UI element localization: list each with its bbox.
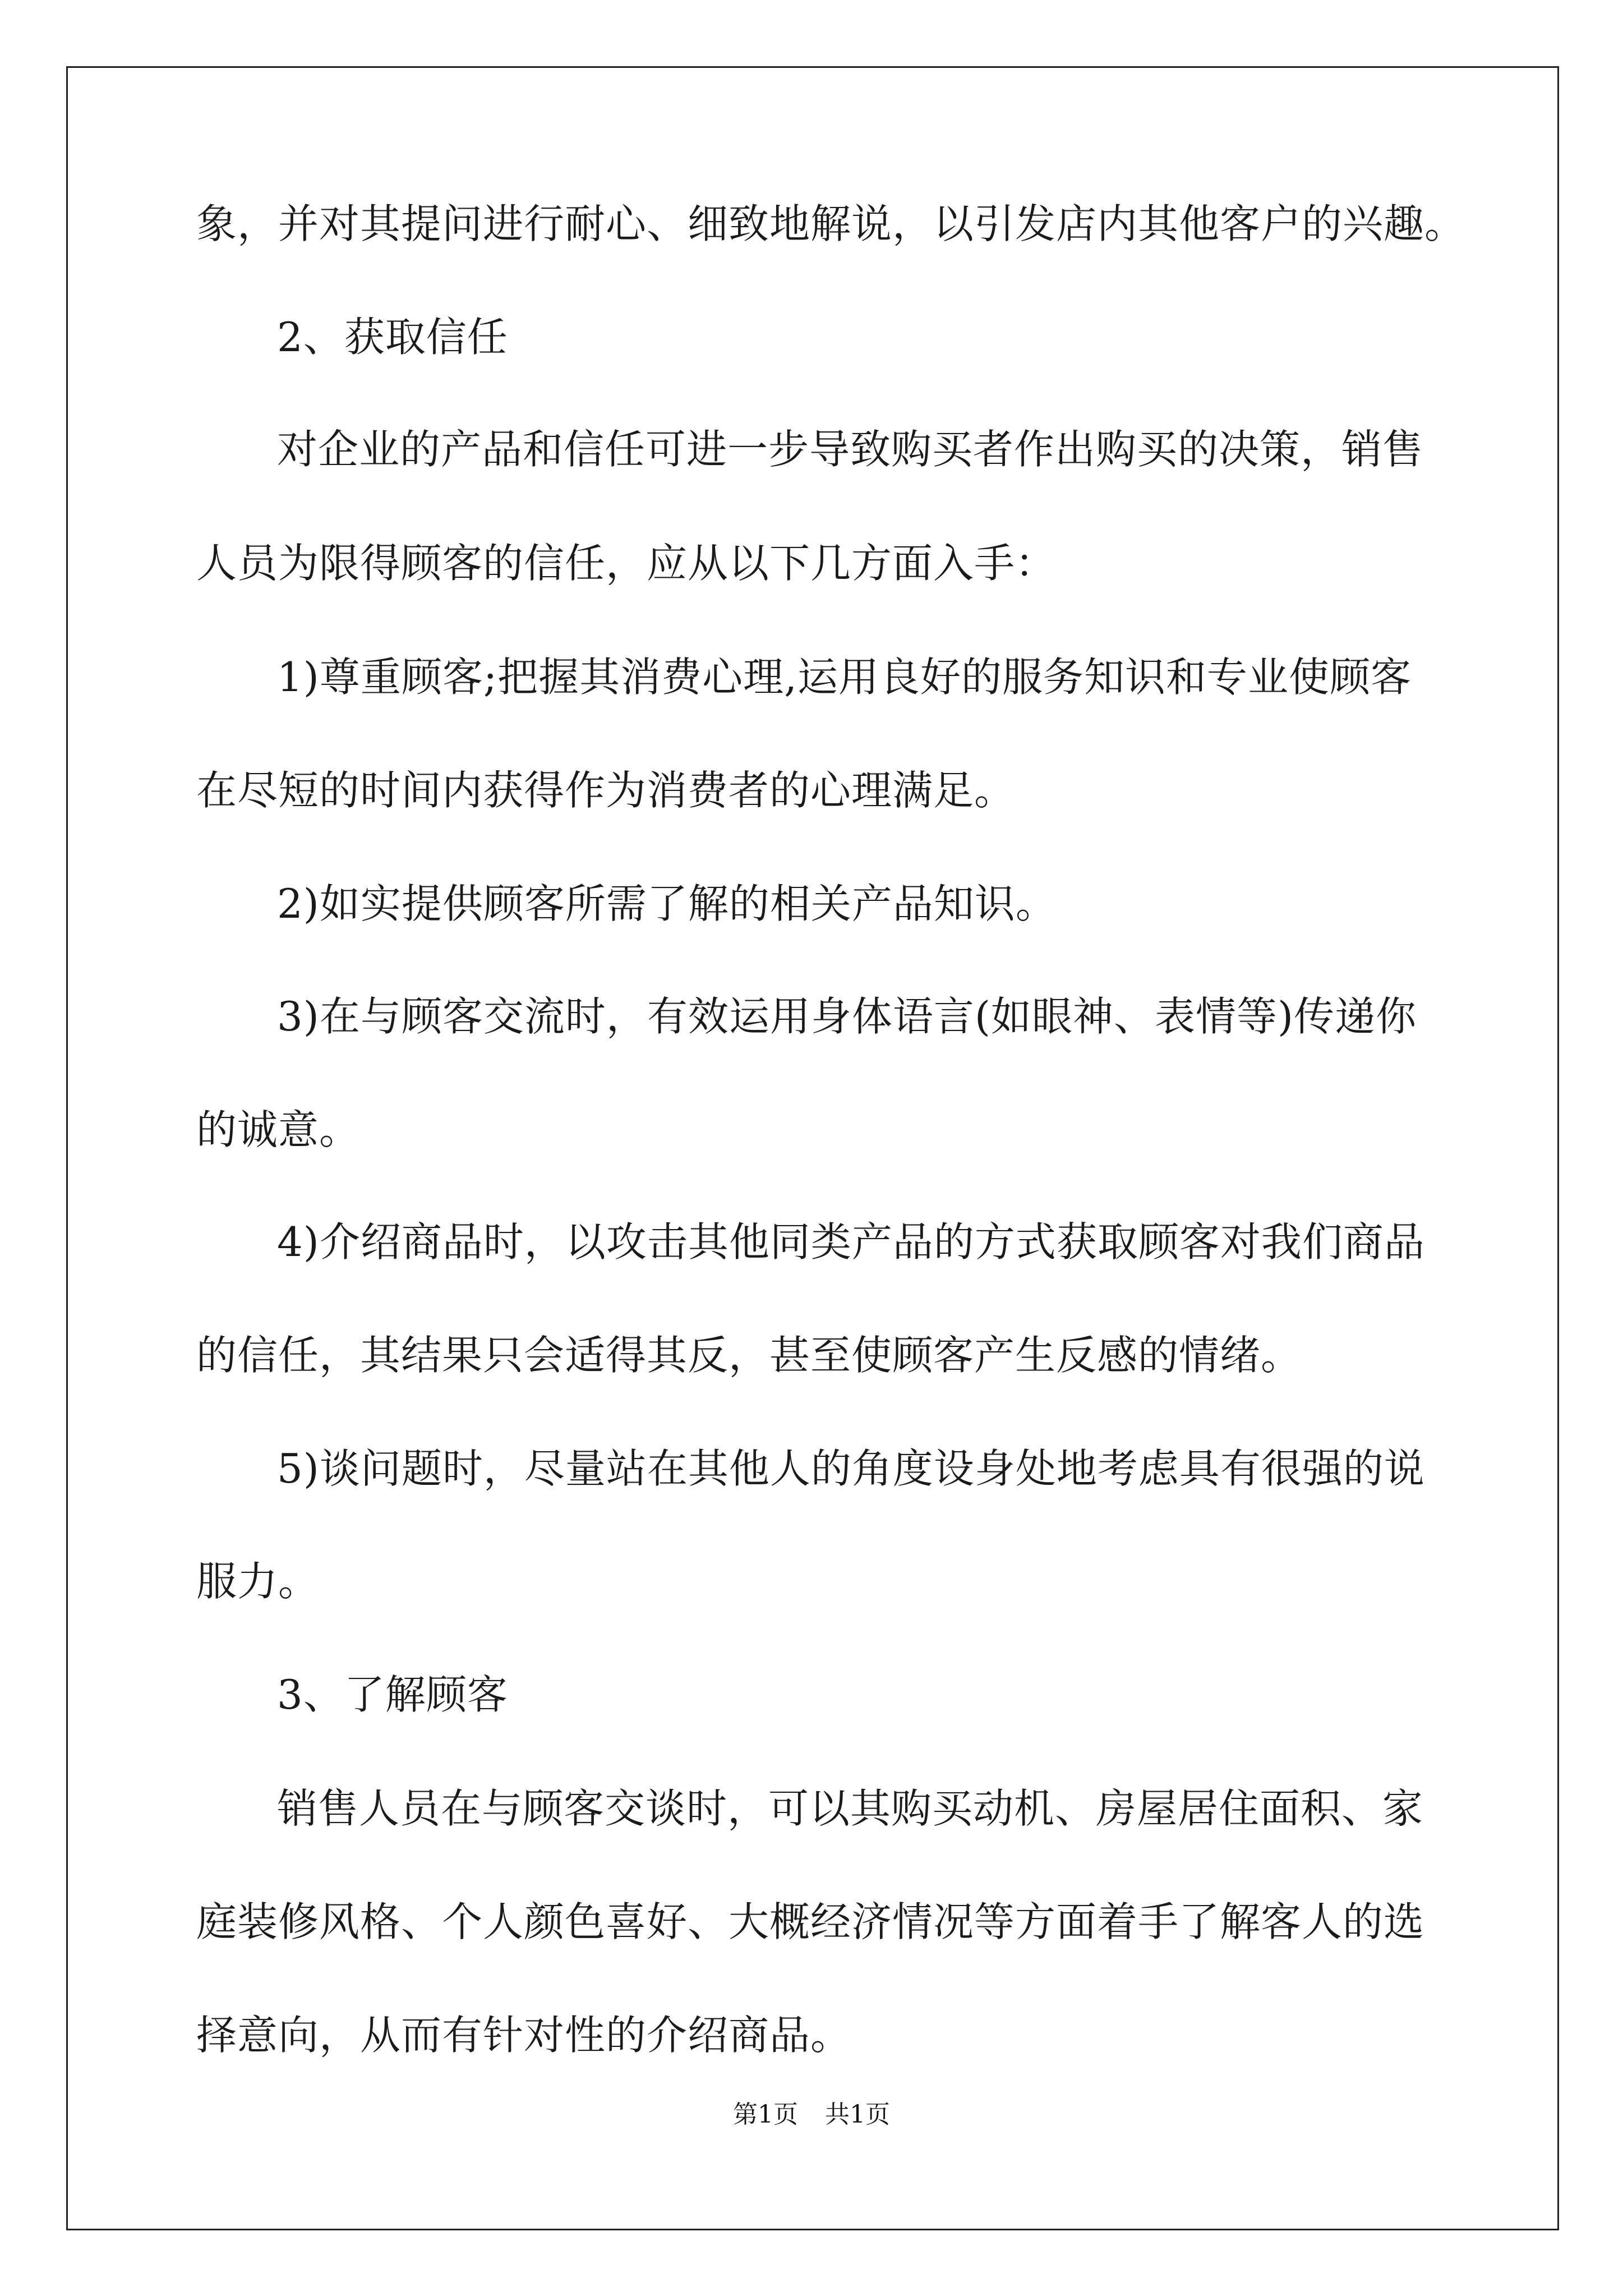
section-heading: 2、获取信任 — [277, 314, 508, 361]
paragraph-line: 的诚意。 — [196, 1106, 361, 1153]
paragraph-line: 的信任，其结果只会适得其反，甚至使顾客产生反感的情绪。 — [196, 1332, 1302, 1379]
list-item: 4)介绍商品时，以攻击其他同类产品的方式获取顾客对我们商品 — [277, 1218, 1425, 1266]
paragraph-line: 择意向，从而有针对性的介绍商品。 — [196, 2012, 852, 2059]
page-footer — [0, 2098, 1623, 2132]
paragraph-line: 对企业的产品和信任可进一步导致购买者作出购买的决策，销售 — [277, 426, 1424, 473]
paragraph-line: 服力。 — [196, 1558, 320, 1605]
list-item: 5)谈问题时，尽量站在其他人的角度设身处地考虑具有很强的说 — [277, 1445, 1425, 1492]
page-number-current: 第1页 — [733, 2100, 798, 2129]
paragraph-line: 象，并对其提问进行耐心、细致地解说，以引发店内其他客户的兴趣。 — [196, 200, 1466, 247]
paragraph-line: 销售人员在与顾客交谈时，可以其购买动机、房屋居住面积、家 — [277, 1785, 1424, 1832]
list-item: 3)在与顾客交流时，有效运用身体语言(如眼神、表情等)传递你 — [277, 993, 1417, 1040]
paragraph-line: 人员为限得顾客的信任，应从以下几方面入手： — [196, 540, 1057, 587]
section-heading: 3、了解顾客 — [277, 1671, 508, 1718]
page-number-total: 共1页 — [825, 2100, 890, 2129]
paragraph-line: 在尽短的时间内获得作为消费者的心理满足。 — [196, 767, 1016, 814]
list-item: 2)如实提供顾客所需了解的相关产品知识。 — [277, 880, 1057, 927]
paragraph-line: 庭装修风格、个人颜色喜好、大概经济情况等方面着手了解客人的选 — [196, 1898, 1425, 1945]
list-item: 1)尊重顾客;把握其消费心理,运用良好的服务知识和专业使顾客 — [277, 654, 1412, 701]
